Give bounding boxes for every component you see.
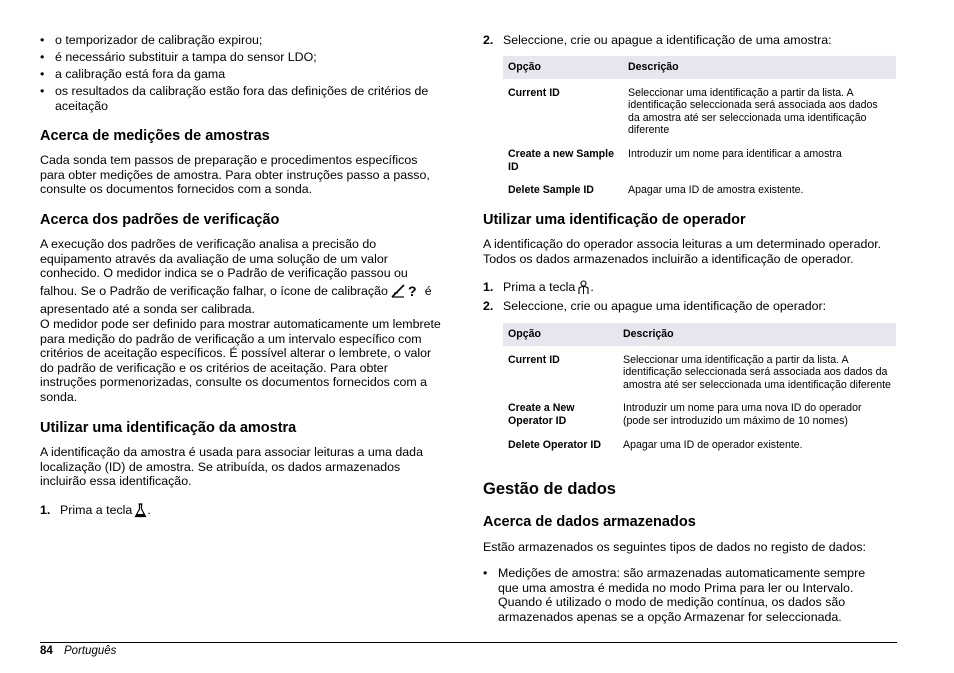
check-standards-text-1a: A execução dos padrões de verificação analisa a precisão do equipamento através da avaliação de uma solução de um valor conhecido. O medidor indica se o Padrão de verificação passou ou [40, 237, 408, 281]
table-row: Current ID Seleccionar uma identificação a partir da lista. A identificação seleccionada será associada aos dados da amostra até ser seleccionada uma identificação diferente [508, 353, 891, 391]
footer-language: Português [64, 645, 117, 657]
list-item: • a calibração está fora da gama [40, 67, 226, 82]
section-heading-sample-id: Utilizar uma identificação da amostra [40, 420, 297, 436]
table-row: Create a New Operator ID Introduzir um nome para uma nova ID do operador (pode ser introduzido um máximo de 10 nomes) [508, 402, 862, 427]
section-heading-stored-data: Acerca de dados armazenados [483, 514, 696, 530]
svg-text:?: ? [408, 283, 417, 298]
table-row: Delete Operator ID Apagar uma ID de operador existente. [508, 438, 803, 451]
operator-id-text: A identificação do operador associa leituras a um determinado operador. Todos os dados armazenados incluirão a identificação de operador. [483, 237, 882, 266]
step-press-operator-key: 1. Prima a tecla . [483, 280, 594, 299]
column-header-description: Descrição [618, 323, 896, 346]
operator-id-options-table [503, 323, 896, 459]
page-footer [40, 644, 116, 658]
step-press-sample-key: 1. Prima a tecla . [40, 503, 151, 522]
list-item: • Medições de amostra: são armazenadas automaticamente sempre que uma amostra é medida no modo Prima para ler ou Intervalo. Quando é utilizado o modo de medição contínua, os dados são armazenados apenas se a opção Armazenar for seleccionada. [483, 566, 866, 624]
operator-icon [577, 280, 590, 299]
table-row: Delete Sample ID Apagar uma ID de amostra existente. [508, 184, 804, 197]
check-standards-text-2: O medidor pode ser definido para mostrar automaticamente um lembrete para medição do padrão de verificação a um intervalo específico com critérios de aceitação específicos. É possível alterar o lembrete, o valor do padrão de verificação e os critérios de aceitação. Para obter instruções pormenorizadas, consulte os documentos fornecidos com a sonda. [40, 317, 441, 404]
flask-icon [134, 503, 147, 522]
sample-id-text: A identificação da amostra é usada para associar leituras a uma dada localização (ID) de amostra. Se atribuída, os dados armazenados incluirão essa identificação. [40, 445, 423, 489]
list-item: • o temporizador de calibração expirou; [40, 33, 263, 47]
list-item: • é necessário substituir a tampa do sensor LDO; [40, 50, 317, 65]
stored-data-types-list [483, 566, 883, 627]
section-heading-operator-id: Utilizar uma identificação de operador [483, 212, 746, 228]
step-select-sample-id: 2. Seleccione, crie ou apague a identificação de uma amostra: [483, 33, 832, 47]
list-item: • os resultados da calibração estão fora das definições de critérios de aceitação [40, 84, 429, 113]
check-standards-text-1b: falhou. Se o Padrão de verificação falhar, o ícone de calibração ? é apresentado até a sonda ser calibrada. [40, 283, 432, 316]
table-row: Current ID Seleccionar uma identificação a partir da lista. A identificação seleccionada será associada aos dados da amostra até ser seleccionada uma identificação diferente [508, 86, 878, 137]
sample-id-options-table [503, 56, 896, 205]
calibration-reasons-list [40, 33, 442, 116]
table-row: Create a new Sample ID Introduzir um nome para identificar a amostra [508, 147, 842, 173]
section-heading-data-management: Gestão de dados [483, 480, 616, 498]
table-header-row [503, 56, 896, 79]
calibration-check-icon [391, 283, 421, 302]
table-header-row [503, 323, 896, 346]
column-header-option: Opção [503, 323, 618, 346]
column-header-description: Descrição [623, 56, 896, 79]
step-select-operator-id: 2. Seleccione, crie ou apague uma identificação de operador: [483, 299, 827, 313]
footer-divider [40, 642, 897, 643]
section-heading-sample-measurements: Acerca de medições de amostras [40, 128, 270, 144]
sample-measurements-text: Cada sonda tem passos de preparação e procedimentos específicos para obter medições de amostra. Para obter instruções passo a passo, consulte os documentos fornecidos com a sonda. [40, 153, 430, 197]
section-heading-check-standards: Acerca dos padrões de verificação [40, 212, 280, 228]
stored-data-text: Estão armazenados os seguintes tipos de dados no registo de dados: [483, 540, 866, 554]
column-header-option: Opção [503, 56, 623, 79]
page-number: 84 [40, 645, 53, 657]
